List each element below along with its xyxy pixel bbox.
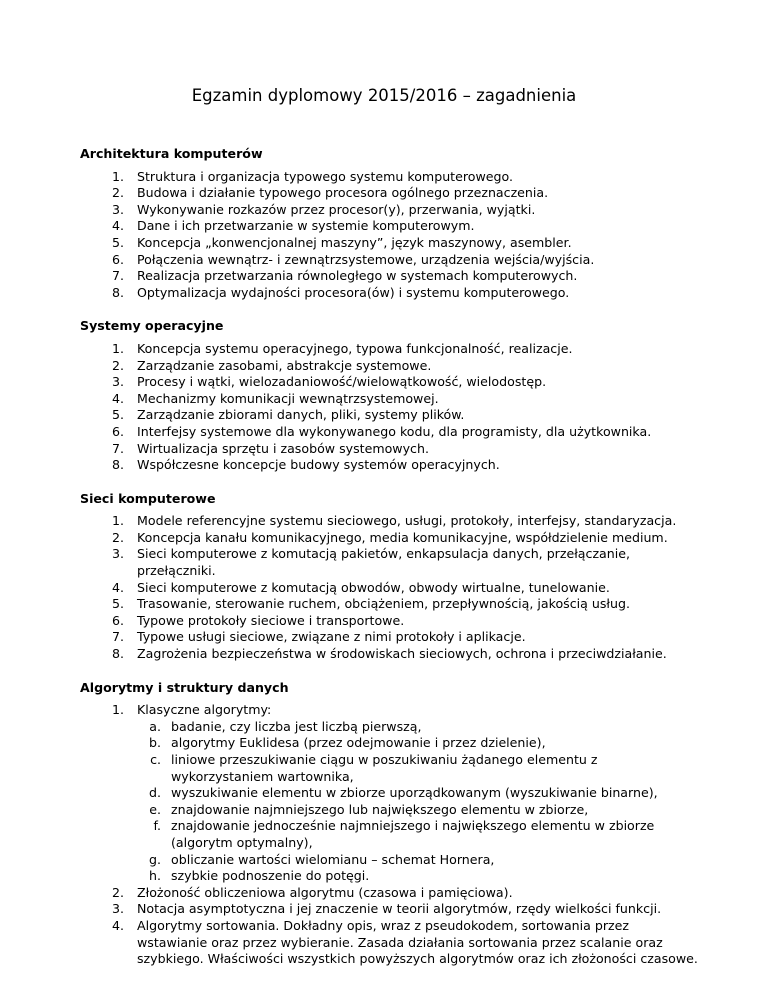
section-heading: Architektura komputerów	[80, 146, 263, 161]
sub-list-item	[137, 785, 700, 802]
list-item-number: 1.	[111, 702, 124, 718]
topic-list	[80, 513, 700, 662]
sub-list-item	[137, 719, 700, 736]
list-item-number: 1.	[111, 513, 124, 529]
list-item	[80, 268, 700, 285]
list-item-text: Sieci komputerowe z komutacją obwodów, obwody wirtualne, tunelowanie.	[137, 579, 610, 595]
sub-list-item-text: szybkie podnoszenie do potęgi.	[171, 868, 370, 884]
list-item-number: 2.	[111, 529, 124, 545]
list-item-number: 1.	[111, 340, 124, 356]
list-item	[80, 457, 700, 474]
list-item-text: Mechanizmy komunikacji wewnątrzsystemowej.	[137, 390, 439, 406]
section	[80, 680, 700, 968]
list-item-number: 1.	[111, 168, 124, 184]
document-body	[80, 146, 700, 985]
sub-list-item-letter: f.	[153, 818, 161, 834]
list-item-text: Koncepcja kanału komunikacyjnego, media komunikacyjne, współdzielenie medium.	[137, 529, 668, 545]
list-item-text: Typowe usługi sieciowe, związane z nimi protokoły i aplikacje.	[137, 629, 526, 645]
list-item-number: 2.	[111, 357, 124, 373]
list-item	[80, 169, 700, 186]
list-item-number: 3.	[111, 901, 124, 917]
list-item	[80, 441, 700, 458]
list-item	[80, 702, 700, 885]
list-item	[80, 613, 700, 630]
list-item	[80, 918, 700, 968]
list-item-number: 2.	[111, 185, 124, 201]
list-item-text: Dane i ich przetwarzanie w systemie komputerowym.	[137, 218, 475, 234]
list-item	[80, 901, 700, 918]
list-item-number: 5.	[111, 596, 124, 612]
sub-list-item-letter: e.	[149, 801, 161, 817]
sub-list-item	[137, 802, 700, 819]
list-item-text: Zarządzanie zbiorami danych, pliki, systemy plików.	[137, 407, 465, 423]
list-item-number: 8.	[111, 646, 124, 662]
section	[80, 146, 700, 301]
list-item-text: Modele referencyjne systemu sieciowego, usługi, protokoły, interfejsy, standaryzacja.	[137, 513, 677, 529]
list-item-text: Interfejsy systemowe dla wykonywanego kodu, dla programisty, dla użytkownika.	[137, 423, 652, 439]
section	[80, 491, 700, 663]
sub-list-item-text: znajdowanie najmniejszego lub największego elementu w zbiorze,	[171, 801, 589, 817]
list-item-text: Klasyczne algorytmy:	[137, 702, 272, 718]
list-item-text: Trasowanie, sterowanie ruchem, obciążeniem, przepływnością, jakością usług.	[137, 596, 630, 612]
sub-list-item-letter: d.	[149, 785, 161, 801]
list-item-text: Struktura i organizacja typowego systemu komputerowego.	[137, 168, 513, 184]
sub-list-item-text: obliczanie wartości wielomianu – schemat Hornera,	[171, 851, 495, 867]
list-item-text: Notacja asymptotyczna i jej znaczenie w teorii algorytmów, rzędy wielkości funkcji.	[137, 901, 662, 917]
list-item-number: 6.	[111, 612, 124, 628]
list-item	[80, 185, 700, 202]
list-item	[80, 285, 700, 302]
list-item-text: Procesy i wątki, wielozadaniowość/wielowątkowość, wielodostęp.	[137, 374, 547, 390]
sub-list-item-letter: c.	[150, 752, 161, 767]
sub-list-item-text: wyszukiwanie elementu w zbiorze uporządkowanym (wyszukiwanie binarne),	[171, 785, 658, 801]
list-item	[80, 358, 700, 375]
sub-list-item-text: algorytmy Euklidesa (przez odejmowanie i przez dzielenie),	[171, 735, 546, 751]
list-item	[80, 530, 700, 547]
sub-list-item	[137, 868, 700, 885]
sub-list-item-letter: h.	[149, 868, 161, 884]
section-heading: Systemy operacyjne	[80, 318, 224, 334]
topic-list	[80, 341, 700, 474]
sub-list-item	[137, 735, 700, 752]
list-item	[80, 374, 700, 391]
list-item	[80, 629, 700, 646]
list-item-text: Koncepcja „konwencjonalnej maszyny”, język maszynowy, asembler.	[137, 234, 572, 250]
list-item-text: Wykonywanie rozkazów przez procesor(y), przerwania, wyjątki.	[137, 201, 536, 217]
list-item-number: 4.	[111, 218, 124, 234]
sub-list-item-text: znajdowanie jednocześnie najmniejszego i największego elementu w zbiorze (algorytm optymalny),	[171, 818, 655, 850]
list-item-text: Sieci komputerowe z komutacją pakietów, enkapsulacja danych, przełączanie, przełączniki.	[137, 546, 631, 579]
list-item	[80, 391, 700, 408]
sub-list-item-text: badanie, czy liczba jest liczbą pierwszą,	[171, 718, 422, 734]
list-item-text: Budowa i działanie typowego procesora ogólnego przeznaczenia.	[137, 185, 549, 201]
list-item-number: 4.	[111, 390, 124, 406]
list-item	[80, 546, 700, 579]
list-item	[80, 407, 700, 424]
list-item	[80, 235, 700, 252]
sub-list-item	[137, 752, 700, 785]
topic-list	[80, 702, 700, 968]
list-item-number: 3.	[111, 546, 124, 562]
list-item-number: 6.	[111, 423, 124, 439]
list-item	[80, 341, 700, 358]
document-title: Egzamin dyplomowy 2015/2016 – zagadnienia	[191, 86, 577, 105]
list-item	[80, 218, 700, 235]
list-item-number: 4.	[111, 917, 124, 933]
list-item	[80, 596, 700, 613]
sub-list-item-letter: a.	[149, 718, 161, 734]
list-item-number: 5.	[111, 407, 124, 423]
sub-list-item-letter: g.	[149, 851, 161, 867]
list-item-number: 7.	[111, 629, 124, 645]
list-item-number: 8.	[111, 284, 124, 300]
list-item-text: Koncepcja systemu operacyjnego, typowa funkcjonalność, realizacje.	[137, 340, 573, 356]
list-item-number: 7.	[111, 440, 124, 456]
section-heading: Sieci komputerowe	[80, 490, 216, 506]
sub-list-item-text: liniowe przeszukiwanie ciągu w poszukiwaniu żądanego elementu z wykorzystaniem wartownika,	[171, 752, 598, 784]
list-item-text: Zagrożenia bezpieczeństwa w środowiskach sieciowych, ochrona i przeciwdziałanie.	[137, 646, 667, 662]
list-item-number: 8.	[111, 457, 124, 473]
topic-list	[80, 169, 700, 302]
section	[80, 318, 700, 473]
list-item-text: Algorytmy sortowania. Dokładny opis, wraz z pseudokodem, sortowania przez wstawianie oraz przez wybieranie. Zasada działania sortowania przez scalanie oraz szybkiego. Właściwości wszystkich powyższych algorytmów oraz ich złożoności czasowe.	[137, 917, 698, 967]
list-item-text: Połączenia wewnątrz- i zewnątrzsystemowe, urządzenia wejścia/wyjścia.	[137, 251, 595, 267]
list-item-number: 3.	[111, 374, 124, 390]
list-item-number: 6.	[111, 251, 124, 267]
list-item-text: Wirtualizacja sprzętu i zasobów systemowych.	[137, 440, 429, 456]
list-item	[80, 885, 700, 902]
list-item-text: Realizacja przetwarzania równoległego w systemach komputerowych.	[137, 268, 578, 284]
sub-list-item	[137, 852, 700, 869]
list-item	[80, 580, 700, 597]
sub-list	[137, 719, 700, 885]
list-item-text: Współczesne koncepcje budowy systemów operacyjnych.	[137, 457, 500, 473]
list-item-number: 4.	[111, 579, 124, 595]
list-item-text: Optymalizacja wydajności procesora(ów) i systemu komputerowego.	[137, 284, 570, 300]
list-item-number: 3.	[111, 201, 124, 217]
list-item-text: Złożoność obliczeniowa algorytmu (czasowa i pamięciowa).	[137, 884, 513, 900]
sub-list-item-letter: b.	[149, 735, 161, 751]
list-item	[80, 424, 700, 441]
sub-list-item	[137, 818, 700, 851]
list-item-number: 2.	[111, 884, 124, 900]
list-item-number: 5.	[111, 234, 124, 250]
list-item	[80, 513, 700, 530]
list-item-number: 7.	[111, 268, 124, 284]
list-item-text: Typowe protokoły sieciowe i transportowe.	[137, 612, 405, 628]
list-item	[80, 646, 700, 663]
section-heading: Algorytmy i struktury danych	[80, 679, 289, 695]
list-item	[80, 252, 700, 269]
list-item	[80, 202, 700, 219]
list-item-text: Zarządzanie zasobami, abstrakcje systemowe.	[137, 357, 432, 373]
